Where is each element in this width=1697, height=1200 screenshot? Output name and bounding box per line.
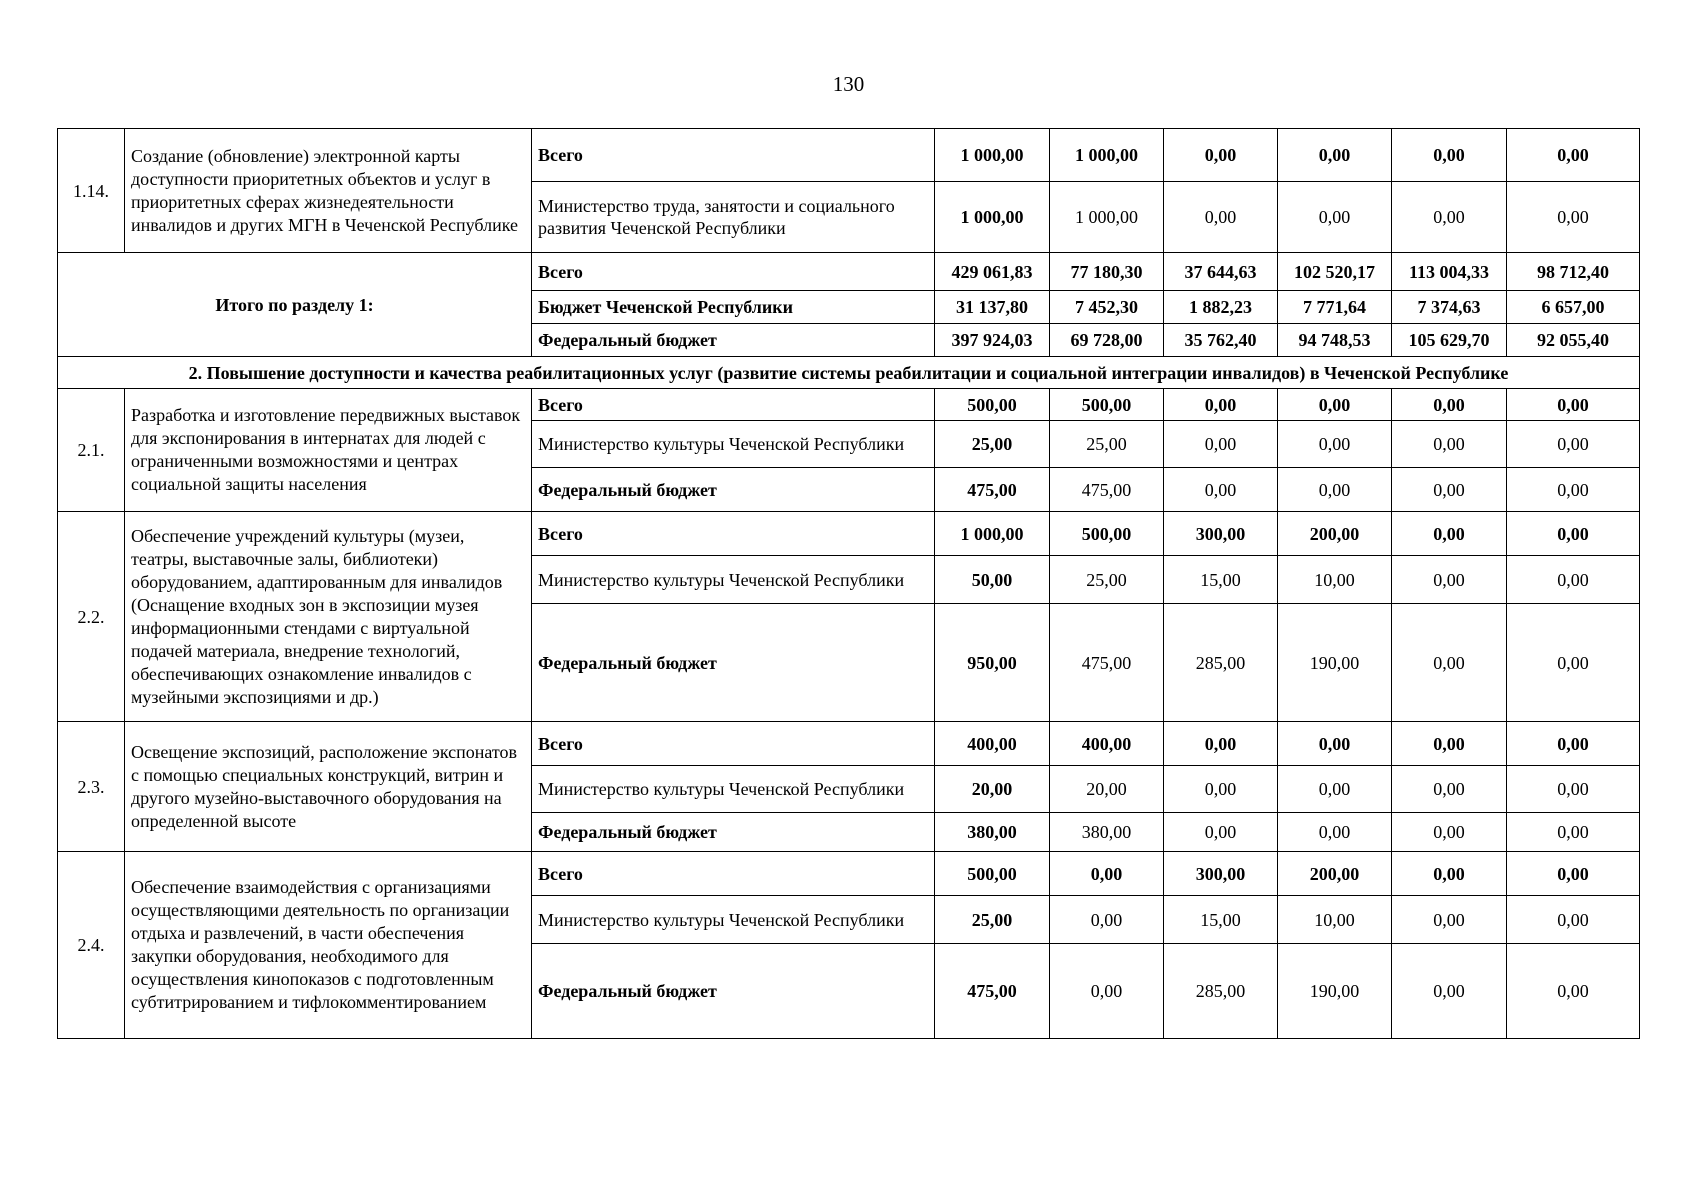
- source-label: Всего: [532, 512, 935, 556]
- source-label: Министерство культуры Чеченской Республики: [532, 896, 935, 944]
- value-cell: 6 657,00: [1507, 291, 1640, 324]
- value-cell: 300,00: [1164, 852, 1278, 896]
- value-cell: 400,00: [1050, 722, 1164, 766]
- value-cell: 25,00: [935, 896, 1050, 944]
- value-cell: 0,00: [1392, 421, 1507, 468]
- value-cell: 475,00: [935, 468, 1050, 512]
- table-row: [58, 512, 1640, 556]
- value-cell: 380,00: [935, 813, 1050, 852]
- value-cell: 10,00: [1278, 556, 1392, 604]
- value-cell: 380,00: [1050, 813, 1164, 852]
- source-label: Всего: [532, 129, 935, 182]
- row-number: 2.1.: [58, 389, 125, 512]
- value-cell: 950,00: [935, 604, 1050, 722]
- value-cell: 0,00: [1392, 813, 1507, 852]
- value-cell: 0,00: [1507, 556, 1640, 604]
- value-cell: 397 924,03: [935, 324, 1050, 357]
- value-cell: 77 180,30: [1050, 253, 1164, 291]
- value-cell: 7 374,63: [1392, 291, 1507, 324]
- value-cell: 500,00: [1050, 389, 1164, 421]
- value-cell: 98 712,40: [1507, 253, 1640, 291]
- value-cell: 0,00: [1392, 722, 1507, 766]
- value-cell: 15,00: [1164, 896, 1278, 944]
- value-cell: 35 762,40: [1164, 324, 1278, 357]
- value-cell: 500,00: [935, 389, 1050, 421]
- value-cell: 0,00: [1164, 468, 1278, 512]
- measure-name: Обеспечение взаимодействия с организациями осуществляющими деятельность по организации отдыха и развлечений, в части обеспечения закупки оборудования, необходимого для осуществления кинопоказов с подготовленным субтитрированием и тифлокомментированием: [125, 852, 532, 1039]
- source-label: Всего: [532, 852, 935, 896]
- value-cell: 1 000,00: [935, 129, 1050, 182]
- value-cell: 105 629,70: [1392, 324, 1507, 357]
- value-cell: 0,00: [1507, 944, 1640, 1039]
- value-cell: 7 771,64: [1278, 291, 1392, 324]
- source-label: Министерство культуры Чеченской Республики: [532, 766, 935, 813]
- value-cell: 0,00: [1050, 852, 1164, 896]
- value-cell: 0,00: [1164, 129, 1278, 182]
- value-cell: 475,00: [1050, 468, 1164, 512]
- source-label: Министерство культуры Чеченской Республики: [532, 421, 935, 468]
- value-cell: 0,00: [1507, 389, 1640, 421]
- value-cell: 1 000,00: [1050, 182, 1164, 253]
- source-label: Федеральный бюджет: [532, 324, 935, 357]
- value-cell: 475,00: [1050, 604, 1164, 722]
- value-cell: 102 520,17: [1278, 253, 1392, 291]
- value-cell: 0,00: [1392, 896, 1507, 944]
- value-cell: 0,00: [1050, 944, 1164, 1039]
- row-number: 2.4.: [58, 852, 125, 1039]
- value-cell: 0,00: [1164, 389, 1278, 421]
- value-cell: 0,00: [1507, 722, 1640, 766]
- value-cell: 0,00: [1164, 813, 1278, 852]
- value-cell: 285,00: [1164, 944, 1278, 1039]
- table-row: [58, 253, 1640, 291]
- value-cell: 0,00: [1278, 389, 1392, 421]
- value-cell: 0,00: [1392, 389, 1507, 421]
- value-cell: 0,00: [1507, 852, 1640, 896]
- table-row: [58, 852, 1640, 896]
- value-cell: 200,00: [1278, 512, 1392, 556]
- value-cell: 20,00: [935, 766, 1050, 813]
- value-cell: 0,00: [1392, 556, 1507, 604]
- value-cell: 285,00: [1164, 604, 1278, 722]
- value-cell: 0,00: [1392, 468, 1507, 512]
- section-heading: 2. Повышение доступности и качества реабилитационных услуг (развитие системы реабилитации и социальной интеграции инвалидов) в Чеченской Республике: [58, 357, 1640, 389]
- value-cell: 475,00: [935, 944, 1050, 1039]
- value-cell: 500,00: [935, 852, 1050, 896]
- value-cell: 0,00: [1278, 129, 1392, 182]
- value-cell: 500,00: [1050, 512, 1164, 556]
- value-cell: 0,00: [1278, 182, 1392, 253]
- value-cell: 200,00: [1278, 852, 1392, 896]
- source-label: Федеральный бюджет: [532, 944, 935, 1039]
- measure-name: Обеспечение учреждений культуры (музеи, театры, выставочные залы, библиотеки) оборудованием, адаптированным для инвалидов (Оснащение входных зон в экспозиции музея информационными стендами с виртуальной подачей материала, внедрение технологий, обеспечивающих ознакомление инвалидов с музейными экспозициями и др.): [125, 512, 532, 722]
- row-number: 1.14.: [58, 129, 125, 253]
- value-cell: 0,00: [1164, 421, 1278, 468]
- value-cell: 0,00: [1278, 421, 1392, 468]
- value-cell: 0,00: [1392, 944, 1507, 1039]
- table-row: [58, 357, 1640, 389]
- source-label: Федеральный бюджет: [532, 604, 935, 722]
- source-label: Всего: [532, 722, 935, 766]
- source-label: Федеральный бюджет: [532, 468, 935, 512]
- value-cell: 0,00: [1164, 766, 1278, 813]
- value-cell: 0,00: [1164, 182, 1278, 253]
- value-cell: 10,00: [1278, 896, 1392, 944]
- value-cell: 37 644,63: [1164, 253, 1278, 291]
- value-cell: 25,00: [935, 421, 1050, 468]
- table-row: [58, 722, 1640, 766]
- value-cell: 69 728,00: [1050, 324, 1164, 357]
- value-cell: 0,00: [1278, 722, 1392, 766]
- table-row: [58, 129, 1640, 182]
- source-label: Всего: [532, 253, 935, 291]
- source-label: Федеральный бюджет: [532, 813, 935, 852]
- row-number: 2.3.: [58, 722, 125, 852]
- value-cell: 50,00: [935, 556, 1050, 604]
- value-cell: 0,00: [1392, 604, 1507, 722]
- value-cell: 0,00: [1507, 604, 1640, 722]
- value-cell: 1 000,00: [935, 512, 1050, 556]
- table-row: [58, 389, 1640, 421]
- value-cell: 429 061,83: [935, 253, 1050, 291]
- value-cell: 1 000,00: [935, 182, 1050, 253]
- value-cell: 0,00: [1392, 766, 1507, 813]
- value-cell: 25,00: [1050, 421, 1164, 468]
- value-cell: 0,00: [1392, 512, 1507, 556]
- measure-name: Разработка и изготовление передвижных выставок для экспонирования в интернатах для людей с ограниченными возможностями и центрах социальной защиты населения: [125, 389, 532, 512]
- section-total-label: Итого по разделу 1:: [58, 253, 532, 357]
- value-cell: 0,00: [1050, 896, 1164, 944]
- value-cell: 25,00: [1050, 556, 1164, 604]
- value-cell: 20,00: [1050, 766, 1164, 813]
- value-cell: 0,00: [1392, 852, 1507, 896]
- value-cell: 1 000,00: [1050, 129, 1164, 182]
- value-cell: 7 452,30: [1050, 291, 1164, 324]
- value-cell: 15,00: [1164, 556, 1278, 604]
- value-cell: 300,00: [1164, 512, 1278, 556]
- value-cell: 0,00: [1278, 813, 1392, 852]
- value-cell: 0,00: [1507, 421, 1640, 468]
- value-cell: 0,00: [1507, 182, 1640, 253]
- row-number: 2.2.: [58, 512, 125, 722]
- value-cell: 0,00: [1507, 896, 1640, 944]
- value-cell: 113 004,33: [1392, 253, 1507, 291]
- value-cell: 0,00: [1278, 766, 1392, 813]
- source-label: Всего: [532, 389, 935, 421]
- value-cell: 92 055,40: [1507, 324, 1640, 357]
- value-cell: 0,00: [1507, 512, 1640, 556]
- value-cell: 190,00: [1278, 944, 1392, 1039]
- source-label: Министерство культуры Чеченской Республики: [532, 556, 935, 604]
- value-cell: 31 137,80: [935, 291, 1050, 324]
- measure-name: Создание (обновление) электронной карты доступности приоритетных объектов и услуг в приоритетных сферах жизнедеятельности инвалидов и других МГН в Чеченской Республике: [125, 129, 532, 253]
- value-cell: 94 748,53: [1278, 324, 1392, 357]
- value-cell: 0,00: [1392, 129, 1507, 182]
- budget-table: [57, 128, 1640, 1039]
- value-cell: 0,00: [1507, 129, 1640, 182]
- value-cell: 400,00: [935, 722, 1050, 766]
- value-cell: 0,00: [1507, 468, 1640, 512]
- value-cell: 190,00: [1278, 604, 1392, 722]
- value-cell: 1 882,23: [1164, 291, 1278, 324]
- value-cell: 0,00: [1392, 182, 1507, 253]
- page-number: 130: [832, 72, 865, 96]
- value-cell: 0,00: [1164, 722, 1278, 766]
- source-label: Бюджет Чеченской Республики: [532, 291, 935, 324]
- value-cell: 0,00: [1507, 766, 1640, 813]
- value-cell: 0,00: [1507, 813, 1640, 852]
- value-cell: 0,00: [1278, 468, 1392, 512]
- source-label: Министерство труда, занятости и социального развития Чеченской Республики: [532, 182, 935, 253]
- measure-name: Освещение экспозиций, расположение экспонатов с помощью специальных конструкций, витрин и другого музейно-выставочного оборудования на определенной высоте: [125, 722, 532, 852]
